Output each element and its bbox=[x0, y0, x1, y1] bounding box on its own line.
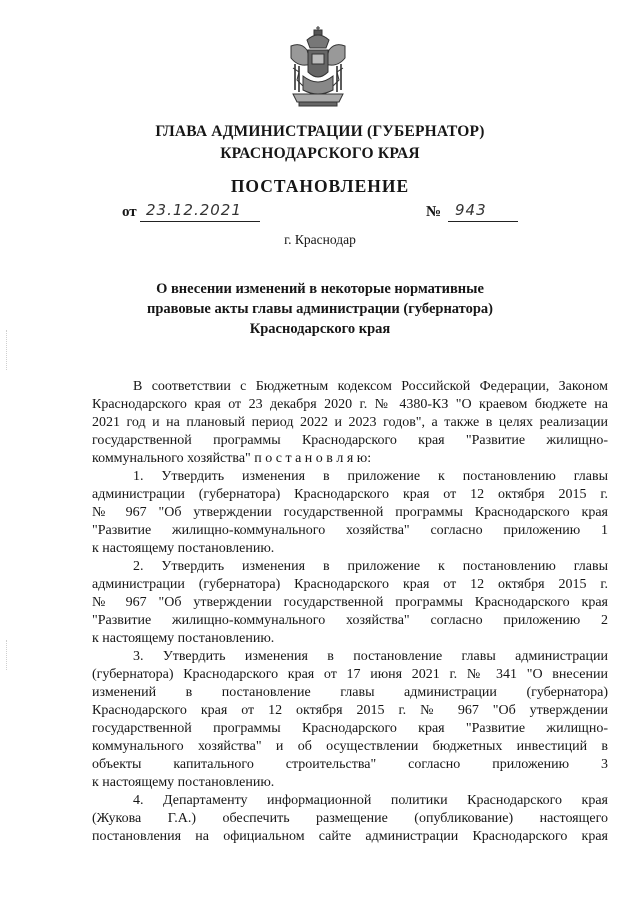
body-line: постановления на официальном сайте администрации Краснодарского края bbox=[92, 829, 608, 844]
subject-line-1: О внесении изменений в некоторые нормативные bbox=[156, 281, 484, 297]
document-type: ПОСТАНОВЛЕНИЕ bbox=[230, 176, 410, 196]
body-line: 3. Утвердить изменения в постановление главы администрации bbox=[133, 649, 608, 664]
body-line: Краснодарского края от 23 декабря 2020 г. № 4380-КЗ "О краевом бюджете на bbox=[92, 397, 608, 412]
number-value: 943 bbox=[455, 201, 487, 219]
body-line: (Жукова Г.А.) обеспечить размещение (опубликование) настоящего bbox=[92, 811, 608, 826]
scan-edge-mark bbox=[6, 640, 7, 670]
coat-of-arms-icon bbox=[285, 24, 351, 110]
body-line: Краснодарского края от 12 октября 2015 г. № 967 "Об утверждении bbox=[92, 703, 608, 718]
body-line: 1. Утвердить изменения в приложение к постановлению главы bbox=[133, 469, 608, 484]
body-line: 2021 год и на плановый период 2022 и 2023 годов", а также в целях реализации bbox=[92, 415, 608, 430]
issuer-title-line-1: ГЛАВА АДМИНИСТРАЦИИ (ГУБЕРНАТОР) bbox=[155, 123, 485, 140]
body-line: государственной программы Краснодарского края "Развитие жилищно- bbox=[92, 721, 608, 736]
number-underline bbox=[448, 221, 518, 222]
body-line: коммунального хозяйства" и об осуществлении бюджетных инвестиций в bbox=[92, 739, 608, 754]
body-line: изменений в постановление главы администрации (губернатора) bbox=[92, 685, 608, 700]
body-line: к настоящему постановлению. bbox=[92, 775, 275, 790]
body-line: объекты капитального строительства" согласно приложению 3 bbox=[92, 757, 608, 772]
body-line: № 967 "Об утверждении государственной программы Краснодарского края bbox=[92, 505, 608, 520]
body-line: государственной программы Краснодарского края "Развитие жилищно- bbox=[92, 433, 608, 448]
subject-line-3: Краснодарского края bbox=[249, 321, 391, 337]
body-line: к настоящему постановлению. bbox=[92, 631, 275, 646]
number-prefix: № bbox=[426, 204, 442, 220]
city: г. Краснодар bbox=[284, 232, 356, 247]
body-line: № 967 "Об утверждении государственной программы Краснодарского края bbox=[92, 595, 608, 610]
body-line: к настоящему постановлению. bbox=[92, 541, 275, 556]
body-line: 4. Департаменту информационной политики Краснодарского края bbox=[133, 793, 608, 808]
issuer-title-line-2: КРАСНОДАРСКОГО КРАЯ bbox=[220, 145, 420, 162]
date-underline bbox=[140, 221, 260, 222]
scan-edge-mark bbox=[6, 330, 7, 370]
date-prefix: от bbox=[122, 204, 137, 220]
body-line: "Развитие жилищно-коммунального хозяйства" согласно приложению 1 bbox=[92, 523, 608, 538]
body-line: "Развитие жилищно-коммунального хозяйства" согласно приложению 2 bbox=[92, 613, 608, 628]
subject-line-2: правовые акты главы администрации (губернатора) bbox=[146, 301, 494, 317]
body-line: (губернатора) Краснодарского края от 17 июня 2021 г. № 341 "О внесении bbox=[92, 667, 608, 682]
date-value: 23.12.2021 bbox=[146, 201, 242, 219]
body-line: администрации (губернатора) Краснодарского края от 12 октября 2015 г. bbox=[92, 577, 608, 592]
body-line: администрации (губернатора) Краснодарского края от 12 октября 2015 г. bbox=[92, 487, 608, 502]
body-line: 2. Утвердить изменения в приложение к постановлению главы bbox=[133, 559, 608, 574]
body-line: коммунального хозяйства" п о с т а н о в л я ю: bbox=[92, 451, 372, 466]
body-line: В соответствии с Бюджетным кодексом Российской Федерации, Законом bbox=[133, 379, 608, 394]
